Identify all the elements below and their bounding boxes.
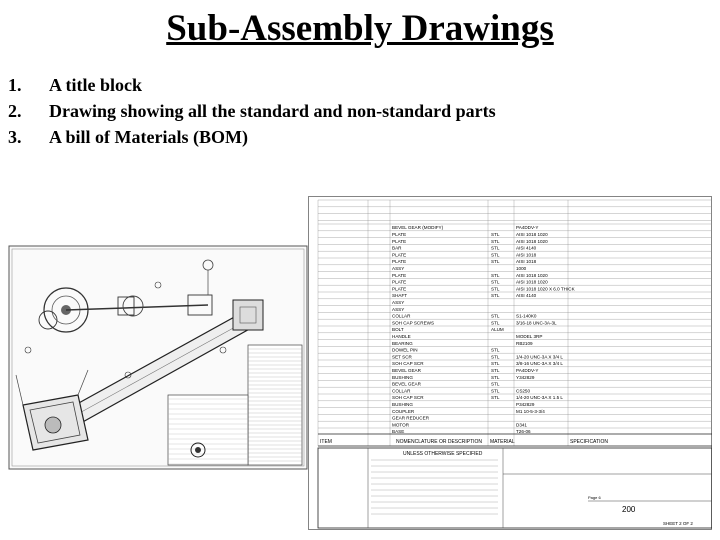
bom-cell-desc: PLATE — [392, 238, 407, 244]
bom-cell-spec: AISI 1018 — [516, 259, 537, 265]
bom-cell-desc: SHAFT — [392, 293, 408, 299]
bom-cell-mat: STL — [491, 238, 500, 244]
bom-cell-spec: 3/8-16 UNC-3A X 3/4 L — [516, 361, 563, 367]
bom-cell-spec: 3/16-18 UNC-3A-3L — [516, 320, 557, 326]
bom-cell-desc: SOH CAP SCREWS — [392, 320, 435, 326]
bom-cell-desc: ASSY — [392, 266, 405, 271]
bom-cell-spec: Y342829 — [516, 374, 535, 380]
bom-cell-desc: PLATE — [392, 232, 407, 237]
bom-cell-desc: GEAR REDUCER — [392, 415, 430, 421]
page-number: 200 — [622, 505, 636, 514]
bom-cell-mat: STL — [491, 381, 500, 387]
sheet-label: SHEET 2 OF 2 — [663, 521, 693, 526]
bom-cell-desc: COLLAR — [392, 388, 411, 394]
list-item: 2. Drawing showing all the standard and non-standard parts — [8, 101, 496, 121]
bom-cell-spec: CS250 — [516, 388, 531, 394]
bom-cell-spec: MODEL 3RP — [516, 334, 543, 339]
bom-cell-desc: SET SCR — [392, 354, 412, 360]
notes-title: UNLESS OTHERWISE SPECIFIED — [403, 451, 483, 457]
bom-cell-desc: BEARING — [392, 340, 413, 346]
bom-cell-desc: HANDLE — [392, 334, 411, 339]
bom-cell-mat: STL — [491, 368, 500, 373]
bom-cell-mat: STL — [491, 320, 500, 326]
bom-cell-desc: PLATE — [392, 259, 407, 265]
bom-cell-desc: BEVEL GEAR (MODIFY) — [392, 225, 444, 231]
bom-cell-mat: STL — [491, 259, 500, 265]
bom-cell-mat: STL — [491, 279, 500, 285]
bom-cell-desc: PLATE — [392, 252, 407, 258]
bullet-list — [8, 72, 496, 150]
bom-cell-spec: AISI 1018 — [516, 252, 537, 258]
bom-cell-spec: D341 — [516, 422, 527, 428]
bom-cell-spec: AISI 1018 1020 — [516, 238, 548, 244]
bom-cell-desc: BUSHING — [392, 374, 413, 380]
bom-cell-mat: STL — [491, 395, 500, 401]
bom-cell-spec: S1-140K0 — [516, 313, 537, 319]
bom-cell-spec: 1000 — [516, 266, 527, 271]
bom-cell-desc: BEVEL GEAR — [392, 368, 421, 373]
bom-cell-desc: BOLT — [392, 327, 404, 333]
bom-cell-spec: 1/4-20 UNC-3A X 3/4 L — [516, 354, 563, 360]
bom-cell-desc: SOH CAP SCR — [392, 361, 424, 367]
bom-header-material: MATERIAL — [490, 439, 515, 445]
bom-drawing-image — [308, 196, 712, 530]
bom-cell-mat: STL — [491, 232, 500, 237]
bom-cell-spec: PA4DDV-Y — [516, 368, 539, 373]
bom-cell-mat: STL — [491, 313, 500, 319]
bom-cell-mat: STL — [491, 388, 500, 394]
bom-cell-mat: STL — [491, 245, 500, 251]
bom-header-spec: SPECIFICATION — [570, 439, 608, 445]
bom-cell-mat: ALUM — [491, 327, 504, 333]
bom-cell-mat: STL — [491, 252, 500, 258]
bom-cell-mat: STL — [491, 374, 500, 380]
bom-cell-spec: 1/4-20 UNC-3A X 1.5 L — [516, 395, 563, 401]
bom-cell-desc: ASSY — [392, 300, 405, 305]
bom-cell-mat: STL — [491, 272, 500, 278]
bom-cell-desc: BASE — [392, 429, 405, 435]
bom-cell-spec: AISI 1018 1020 — [516, 232, 548, 237]
bom-cell-desc: SOH CAP SCR — [392, 395, 424, 401]
list-item: 3. A bill of Materials (BOM) — [8, 127, 248, 147]
bom-cell-desc: BAR — [392, 245, 402, 251]
bom-cell-mat: STL — [491, 293, 500, 299]
bom-cell-mat: STL — [491, 347, 500, 353]
bom-cell-desc: BUSHING — [392, 402, 413, 407]
bom-cell-desc: MOTOR — [392, 422, 410, 428]
bom-header-desc: NOMENCLATURE OR DESCRIPTION — [396, 439, 483, 445]
bom-cell-spec: M1 10-5-3-3/4 — [516, 408, 545, 414]
bom-cell-desc: PLATE — [392, 272, 407, 278]
bom-cell-mat: STL — [491, 361, 500, 367]
bom-cell-desc: BEVEL GEAR — [392, 381, 421, 387]
bom-cell-desc: ASSY — [392, 306, 405, 312]
slide-title: Sub-Assembly Drawings — [166, 8, 554, 49]
bom-cell-spec: T26-06 — [516, 429, 531, 435]
assembly-drawing-image — [8, 245, 308, 470]
page-label: Page 6 — [588, 495, 601, 500]
bom-cell-mat: STL — [491, 286, 500, 292]
bom-cell-desc: PLATE — [392, 279, 407, 285]
bom-cell-spec: AISI 1018 1020 — [516, 272, 548, 278]
bom-header-item: ITEM — [320, 439, 332, 445]
bom-cell-desc: COLLAR — [392, 313, 411, 319]
bom-cell-spec: PA4DDV-Y — [516, 225, 539, 231]
bom-cell-spec: AISI 4140 — [516, 293, 537, 299]
bom-cell-spec: P342829 — [516, 402, 535, 407]
bom-cell-mat: STL — [491, 354, 500, 360]
bom-cell-spec: AISI 1018 1020 X 6.0 THICK — [516, 286, 575, 292]
bom-cell-desc: COUPLER — [392, 408, 415, 414]
bom-cell-desc: PLATE — [392, 286, 407, 292]
bom-cell-spec: AISI 4140 — [516, 245, 537, 251]
bom-cell-desc: DOWEL PIN — [392, 347, 418, 353]
list-item: 1. A title block — [8, 75, 142, 95]
bom-cell-spec: RB2109 — [516, 340, 533, 346]
bom-cell-spec: AISI 1018 1020 — [516, 279, 548, 285]
